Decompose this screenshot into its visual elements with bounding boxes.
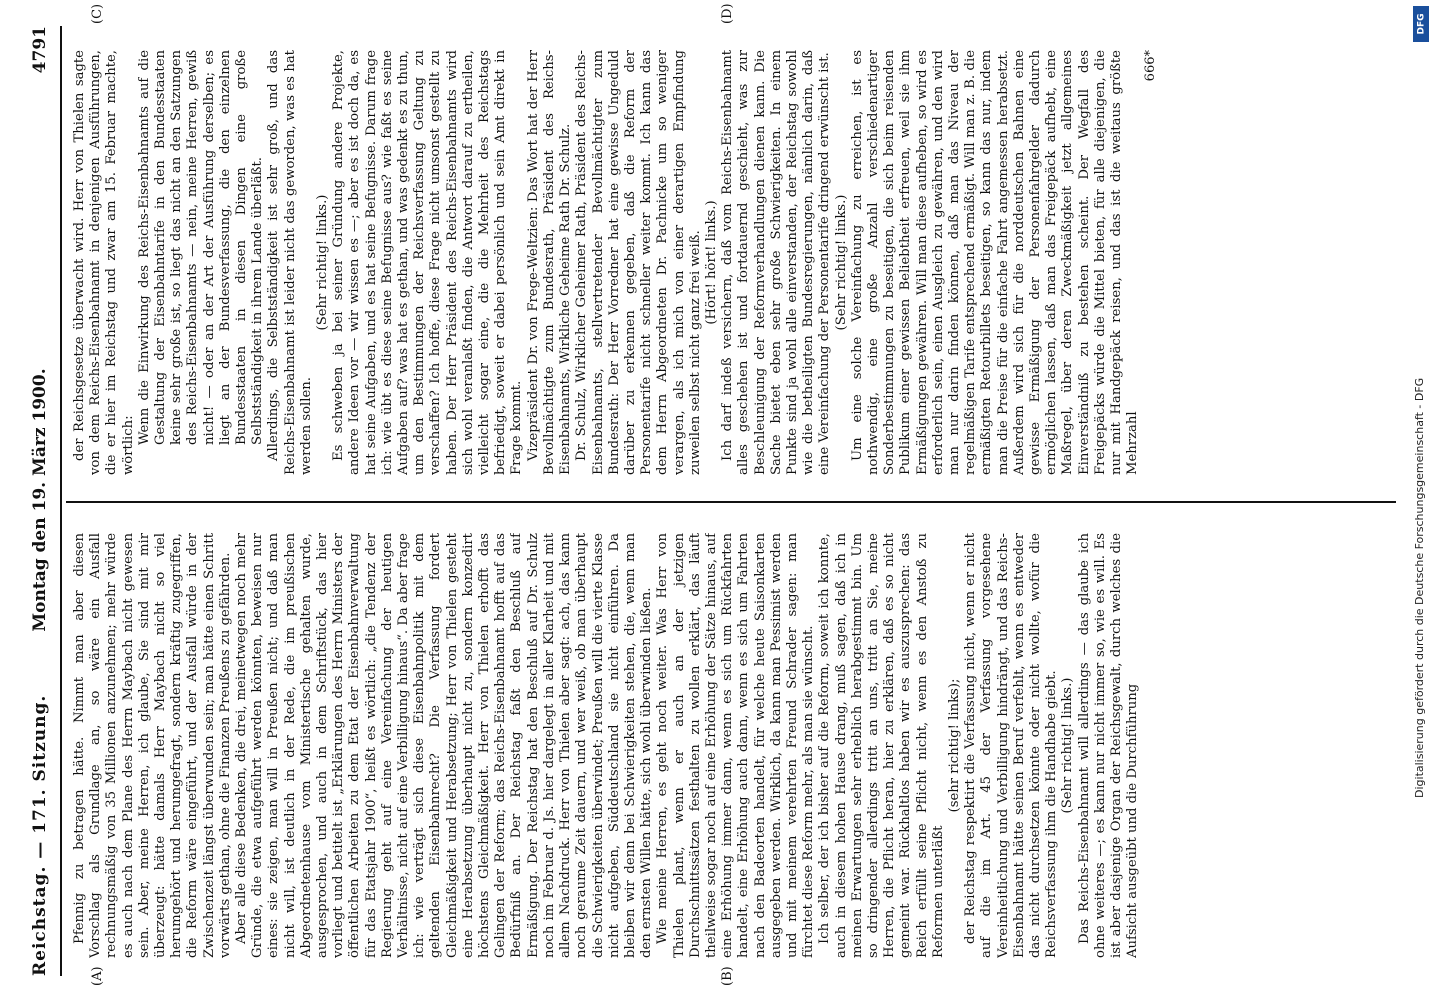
paragraph: Allerdings, die Selbstständigkeit ist sehr groß, und das Reichs-Eisenbahnamt ist leider nicht das geworden, was es hat werden sollen. <box>266 50 314 475</box>
left-column <box>72 533 1382 958</box>
paragraph: Wie meine Herren, es geht noch weiter. Was Herr von Thielen plant, wenn er auch an der jetzigen Durchschnittssätzen festhalten zu wollen erklärt, das läuft theilweise sogar noch auf eine Erhöhung der Sätze hinaus, auf eine Erhöhung immer dann, wenn es sich um Rückfahrten handelt, eine Erhöhung auch dann, wenn es sich um Fahrten nach den Badeorten handelt, für welche heute Saisonkarten ausgegeben werden. Wirklich, da kann man Pessimist werden und mit meinem verehrten Freund Schrader sagen: man fürchtet diese Reform mehr, als man sie wünscht. <box>655 533 817 958</box>
interjection: (Sehr richtig! links.) <box>315 194 331 331</box>
header-page-number: 4791 <box>30 26 50 74</box>
paragraph: Pfennig zu betragen hätte. Nimmt man aber diesen Vorschlag als Grundlage an, so wäre ein Ausfall rechnungsmäßig von 35 Millionen anzunehmen; mehr würde es auch nach dem Plane des Herrn Maybach nicht gewesen sein. Aber, meine Herren, ich glaube, Sie sind mit mir überzeugt: hätte damals Herr Maybach nicht so viel herumgehört und herumgefragt, sondern kräftig zugegriffen, die Reform wäre eingeführt, und der Ausfall würde in der Zwischenzeit längst überwunden sein; man hätte einen Schritt vorwärts gethan, ohne die Finanzen Preußens zu gefährden. <box>72 533 233 958</box>
margin-marker-a: (A) <box>90 966 105 986</box>
speaker-intro: Vizepräsident Dr. von Frege-Weltzien: Das Wort hat der Herr Bevollmächtigte zum Bundesrath, Präsident des Reichs-Eisenbahnamts, Wirkliche Geheime Rath Dr. Schulz. <box>525 50 574 475</box>
header-session: Reichstag. — 171. Sitzung. <box>30 694 50 976</box>
interjection: (Hört! hört! links.) <box>703 200 719 325</box>
right-column <box>72 50 1382 475</box>
margin-marker-b: (B) <box>720 966 735 986</box>
digitization-sidebar <box>1411 8 1429 798</box>
dfg-label: DFG <box>1416 13 1427 35</box>
column-divider <box>66 501 1396 503</box>
signature-mark: 666* <box>1143 50 1159 82</box>
paragraph: Das Reichs-Eisenbahnamt will allerdings — das glaube ich ohne weiteres —; es kann nur nicht immer so, wie es will. Es ist aber dasjenige Organ der Reichsgewalt, durch welches die Aufsicht ausgeübt und die Durchführung <box>1076 533 1141 958</box>
paragraph: Um eine solche Vereinfachung zu erreichen, ist es nothwendig, eine große Anzahl verschiedenartiger Sonderbestimmungen zu beseitigen, die sich beim reisenden Publikum einer gewissen Beliebtheit erfreuen, weil sie ihm Ermäßigungen gewähren. Will man diese aufheben, so wird es erforderlich sein, einen Ausgleich zu gewähren, und den wird man nur darin finden können, daß man das Niveau der regelmäßigen Tarife entsprechend ermäßigt. Will man z. B. die ermäßigten Retourbillets beseitigen, so kann das nur, indem man die Preise für die einfache Fahrt angemessen herabsetzt. Außerdem wird sich für die norddeutschen Bahnen eine gewisse Ermäßigung der Personenfahrgelder dadurch ermöglichen lassen, daß man das Freigepäck aufhebt, eine Maßregel, über deren Zweckmäßigkeit jetzt allgemeines Einverständniß zu bestehen scheint. Der Wegfall des Freigepäcks würde die Mittel bieten, für alle diejenigen, die nur mit Handgepäck reisen, und das ist die weitaus größte Mehrzahl <box>849 50 1141 475</box>
paragraph: Es schweben ja bei seiner Gründung andere Projekte, andere Ideen vor — wir wissen es —; aber es ist doch da, es hat seine Aufgaben, und es hat seine Befugnisse. Darum frage ich: wie übt es diese seine Befugnisse aus? wie faßt es seine Aufgaben auf? was hat es gethan, und was gedenkt es zu thun, um den Bestimmungen der Reichsverfassung Geltung zu verschaffen? Ich hoffe, diese Frage nicht umsonst gestellt zu haben. Der Herr Präsident des Reichs-Eisenbahnamts wird sich wohl veranlaßt finden, die Antwort darauf zu ertheilen, vielleicht sogar eine, die die Mehrheit des Reichstags befriedigt, soweit er dabei persönlich und sein Amt direkt in Frage kommt. <box>331 50 525 475</box>
sidebar-credit: Digitalisierung gefördert durch die Deutsche Forschungsgemeinschaft - DFG <box>1413 377 1426 798</box>
header-date: Montag den 19. März 1900. <box>30 368 50 632</box>
paragraph: Dr. Schulz, Wirklicher Geheimer Rath, Präsident des Reichs-Eisenbahnamts, stellvertretender Bevollmächtigter zum Bundesrath: Der Herr Vorredner hat eine gewisse Ungeduld darüber zu erkennen gegeben, daß die Reform der Personentarife nicht schneller weiter kommt. Ich kann das dem Herrn Abgeordneten Dr. Pachnicke um so weniger verargen, als ich mich von einer derartigen Empfindung zuweilen selbst nicht ganz frei weiß. <box>574 50 703 475</box>
paragraph: Aber alle diese Bedenken, die drei, meinetwegen noch mehr Gründe, die etwa aufgeführt werden könnten, beweisen nur eines: sie zeigen, man will in Preußen nicht; und daß man nicht will, ist deutlich in der Rede, die im preußischen Abgeordnetenhause vom Ministertische gehalten wurde, ausgesprochen, und auch in dem Schriftstück, das hier vorliegt und betitelt ist „Erklärungen des Herrn Ministers der öffentlichen Arbeiten zu dem Etat der Eisenbahnverwaltung für das Etatsjahr 1900“, heißt es wörtlich: „die Tendenz der Regierung geht auf eine Vereinfachung der heutigen Verhältnisse, nicht auf eine Verbilligung hinaus“. Da aber frage ich: wie verträgt sich diese Eisenbahnpolitik mit dem geltenden Eisenbahnrecht? Die Verfassung fordert Gleichmäßigkeit und Herabsetzung; Herr von Thielen gesteht eine Herabsetzung überhaupt nicht zu, sondern konzedirt höchstens Gleichmäßigkeit. Herr von Thielen erhofft das Gelingen der Reform; das Reichs-Eisenbahnamt hofft auf das Bedürfniß an. Der Reichstag faßt den Beschluß auf Ermäßigung. Der Reichstag hat den Beschluß auf Dr. Schulz noch im Februar d. Js. hier dargelegt in aller Klarheit und mit allem Nachdruck. Herr von Thielen aber sagt: ach, das kann noch geraume Zeit dauern, und wer weiß, ob man überhaupt die Schwierigkeiten überwindet; Preußen will die vierte Klasse nicht aufgeben, Süddeutschland sie nicht einführen. Da bleiben wir denn bei Schwierigkeiten stehen, die, wenn man den ernsten Willen hätte, sich wohl überwinden ließen. <box>234 533 655 958</box>
block-quote: Wenn die Einwirkung des Reichs-Eisenbahnamts auf die Gestaltung der Eisenbahntarife in den Bundesstaaten keine sehr große ist, so liegt das nicht an den Satzungen des Reichs-Eisenbahnamts — nein, meine Herren, gewiß nicht! — oder an der Art der Ausführung derselben; es liegt an der Bundesverfassung, die den einzelnen Bundesstaaten in diesen Dingen eine große Selbstständigkeit in ihrem Lande überläßt. <box>136 50 266 445</box>
paragraph: Ich selber, der ich bisher auf die Reform, soweit ich konnte, auch in diesem hohen Hause drang, muß sagen, daß ich in meinen Erwartungen sehr erheblich herabgestimmt bin. Um so dringender allerdings tritt an uns, tritt an Sie, meine Herren, die Pflicht heran, hier zu erklären, daß es so nicht gemeint war. Rückhaltlos haben wir es auszusprechen: das Reich erfüllt seine Pflicht nicht, wenn es den Anstoß zu Reformen unterläßt <box>817 533 946 958</box>
margin-marker-d: (D) <box>720 3 735 24</box>
paragraph: Ich darf indeß versichern, daß vom Reichs-Eisenbahnamt alles geschehen ist und fortdauernd geschieht, was zur Beschleunigung der Reformverhandlungen dienen kann. Die Sache bietet eben sehr große Schwierigkeiten. In einem Punkte sind ja wohl alle einverstanden, der Reichstag sowohl wie die betheiligten Bundesregierungen, nämlich darin, daß eine Vereinfachung der Personentarife dringend erwünscht ist. <box>720 50 833 475</box>
dfg-logo-icon <box>1413 6 1429 42</box>
paragraph: der Reichstag respektirt die Verfassung nicht, wenn er nicht auf die im Art. 45 der Verfassung vorgesehene Vereinheitlichung und Verbilligung hindrängt, und das Reichs-Eisenbahnamt hätte seinen Beruf verfehlt, wenn es entweder das nicht durchsetzen könnte oder nicht wollte, wofür die Reichsverfassung ihm die Handhabe giebt. <box>963 533 1060 958</box>
margin-marker-c: (C) <box>90 3 105 24</box>
interjection: (Sehr richtig! links.) <box>833 194 849 331</box>
interjection: (sehr richtig! links); <box>946 678 962 813</box>
paragraph: der Reichsgesetze überwacht wird. Herr von Thielen sagte von dem Reichs-Eisenbahnamt in denjenigen Ausführungen, die er hier im Reichstag und zwar am 15. Februar machte, wörtlich: <box>72 50 136 475</box>
interjection: (Sehr richtig! links.) <box>1060 677 1076 814</box>
